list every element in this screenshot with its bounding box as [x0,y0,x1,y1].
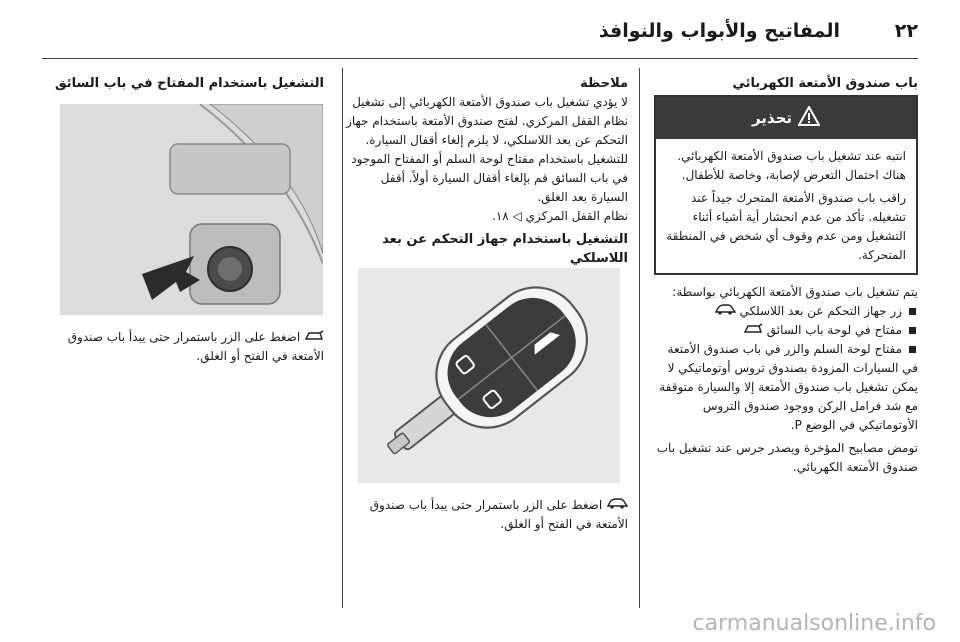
driver-door-caption-text: اضغط على الزر باستمرار حتى يبدأ باب صندوق الأمتعة في الفتح أو الغلق. [67,330,324,363]
warning-text-2: راقب باب صندوق الأمتعة المتحرك جيداً عند تشغيله. تأكد من عدم انحشار أية أشياء أثناء التشغيل ومن عدم وقوف أي شخص في المنطقة المتحركة. [666,191,906,262]
section-title-power-tailgate: باب صندوق الأمتعة الكهربائي [732,76,918,91]
remote-key-illustration [358,268,620,483]
car-icon [606,496,628,515]
column-divider-right [639,68,640,608]
remote-caption-text: اضغط على الزر باستمرار حتى يبدأ باب صندوق الأمتعة في الفتح أو الغلق. [369,498,628,531]
note-text: لا يؤدي تشغيل باب صندوق الأمتعة الكهربائي إلى تشغيل نظام القفل المركزي. لفتح صندوق الأمتعة باستخدام جهاز التحكم عن بعد اللاسلكي، لا يلزم إلغاء أقفال السيارة. للتشغيل باستخدام مفتاح لوحة السلم أو المفتاح الموجود في باب السائق قم بإلغاء أقفال السيارة أولاً. أقفل السيارة بعد الغلق. [346,95,628,204]
driver-door-caption [40,328,324,366]
watermark: carmanualsonline.info [692,611,936,636]
right-column-body [652,283,918,477]
warning-text-1: انتبه عند تشغيل باب صندوق الأمتعة الكهربائي. هناك احتمال التعرض لإصابة، وخاصة للأطفال. [677,149,906,182]
warning-icon [798,106,820,130]
bullet-remote [652,302,918,321]
driver-door-switch-illustration [60,104,323,315]
car-icon [714,302,736,321]
tail-lamp-note: تومض مصابيح المؤخرة ويصدر جرس عند تشغيل باب صندوق الأمتعة الكهربائي. [656,441,918,474]
automatic-transmission-note: في السيارات المزودة بصندوق تروس أوتوماتيكي لا يمكن تشغيل باب صندوق الأمتعة إلا والسيارة متوقفة مع شد فرامل الركن ووجود صندوق التروس الأوتوماتيكي في الوضع P. [659,361,918,432]
column-divider-left [342,68,343,608]
page-number: ٢٢ [894,20,918,42]
bullet-driver-door-text: مفتاح في لوحة باب السائق [766,323,902,337]
page-title: المفاتيح والأبواب والنوافذ [598,20,840,42]
operation-intro: يتم تشغيل باب صندوق الأمتعة الكهربائي بواسطة: [672,285,918,299]
warning-box [654,95,918,275]
remote-caption [346,496,628,534]
bullet-driver-door [652,321,918,340]
central-locking-ref: نظام القفل المركزي ◁ ١٨. [492,209,628,223]
bullet-tailgate-switch [652,340,918,359]
warning-header [656,97,916,139]
door-panel-drawing [60,104,323,315]
tailgate-icon [743,321,763,340]
middle-column [346,74,628,268]
note-title: ملاحظة [580,76,628,91]
header-divider [42,58,918,59]
tailgate-icon [304,328,324,347]
remote-key-drawing [358,268,620,483]
driver-door-switch-title: التشغيل باستخدام المفتاح في باب السائق [55,76,324,91]
warning-label: تحذير [751,109,793,127]
bullet-remote-text: زر جهاز التحكم عن بعد اللاسلكي [739,304,902,318]
bullet-tailgate-switch-text: مفتاح لوحة السلم والزر في باب صندوق الأمتعة [667,342,902,356]
remote-operation-title: التشغيل باستخدام جهاز التحكم عن بعد اللاسلكي [382,232,628,266]
